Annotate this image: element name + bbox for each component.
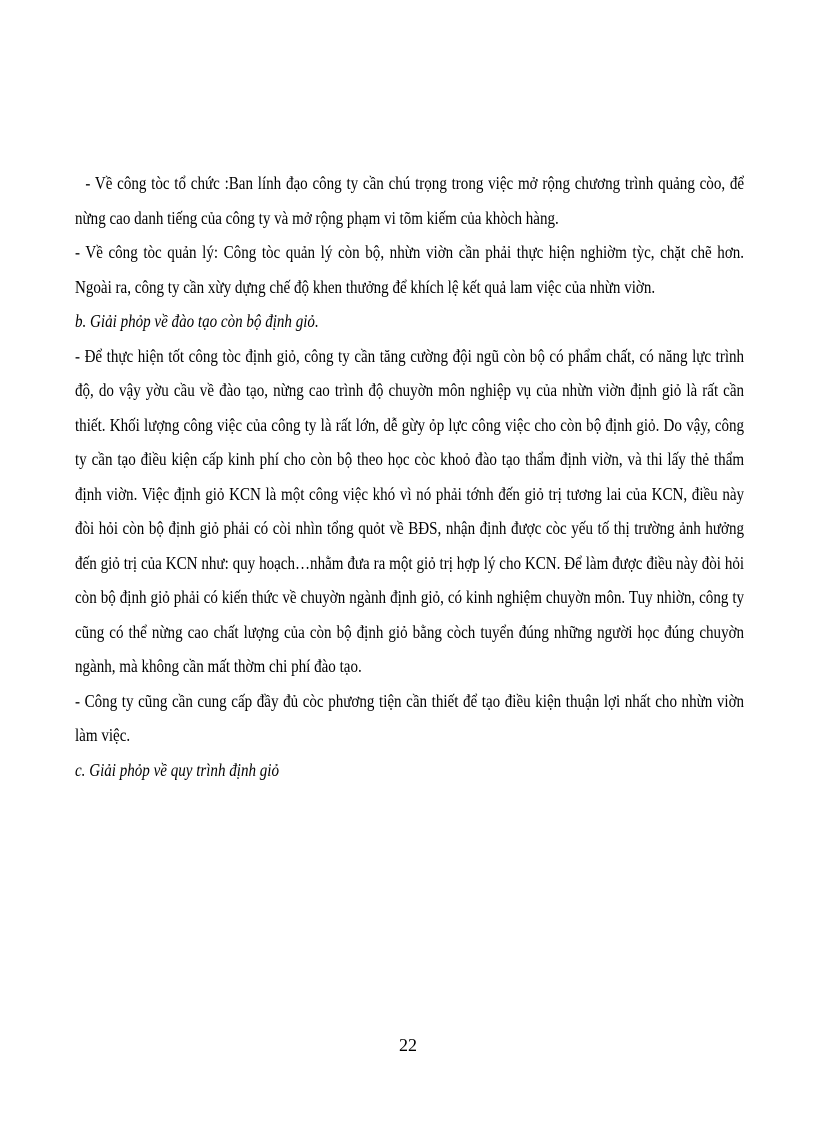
section-heading-c: c. Giải phỏp về quy trình định giỏ xyxy=(75,759,279,780)
section-heading-b: b. Giải phỏp về đào tạo còn bộ định giỏ. xyxy=(75,311,319,331)
body-text xyxy=(75,166,744,787)
page-number: 22 xyxy=(399,1035,417,1055)
paragraph-management: - Về công tòc quản lý: Công tòc quản lý còn bộ, nhừn viờn cần phải thực hiện nghiờm tỳc, chặt chẽ hơn. Ngoài ra, công ty cần xừy dựng chế độ khen thưởng để khích lệ kết quả lam việc của nhừn viờn. xyxy=(75,242,745,297)
paragraph-training: - Để thực hiện tốt công tòc định giỏ, công ty cần tăng cường đội ngũ còn bộ có phẩm chất, có năng lực trình độ, do vậy yờu cầu về đào tạo, nừng cao trình độ chuyờn môn nghiệp vụ của nhừn viờn định giỏ là rất cần thiết. Khối lượng công việc của công ty là rất lớn, dễ gừy ỏp lực công việc cho còn bộ định giỏ. Do vậy, công ty cần tạo điều kiện cấp kinh phí cho còn bộ theo học còc khoỏ đào tạo thẩm định viờn, và thi lấy thẻ thẩm định viờn. Việc định giỏ KCN là một công việc khó vì nó phải tớnh đến giỏ trị tương lai của KCN, điều này đòi hỏi còn bộ định giỏ phải có còi nhìn tổng quỏt về BĐS, nhận định được còc yếu tố thị trường ảnh hưởng đến giỏ trị của KCN như: quy hoạch…nhằm đưa ra một giỏ trị hợp lý cho KCN. Để làm được điều này đòi hỏi còn bộ định giỏ phải có kiến thức về chuyờn ngành định giỏ, có kinh nghiệm chuyờn môn. Tuy nhiờn, công ty cũng có thể nừng cao chất lượng của còn bộ định giỏ bằng còch tuyển đúng những người học đúng chuyờn ngành, mà không cần mất thờm chi phí đào tạo. xyxy=(75,345,745,676)
paragraph-organization: - Về công tòc tổ chức :Ban lính đạo công ty cần chú trọng trong việc mở rộng chương trình quảng còo, để nừng cao danh tiếng của công ty và mở rộng phạm vi tõm kiếm của khòch hàng. xyxy=(75,173,745,228)
paragraph-equipment: - Công ty cũng cần cung cấp đầy đủ còc phương tiện cần thiết để tạo điều kiện thuận lợi nhất cho nhừn viờn làm việc. xyxy=(75,690,745,745)
